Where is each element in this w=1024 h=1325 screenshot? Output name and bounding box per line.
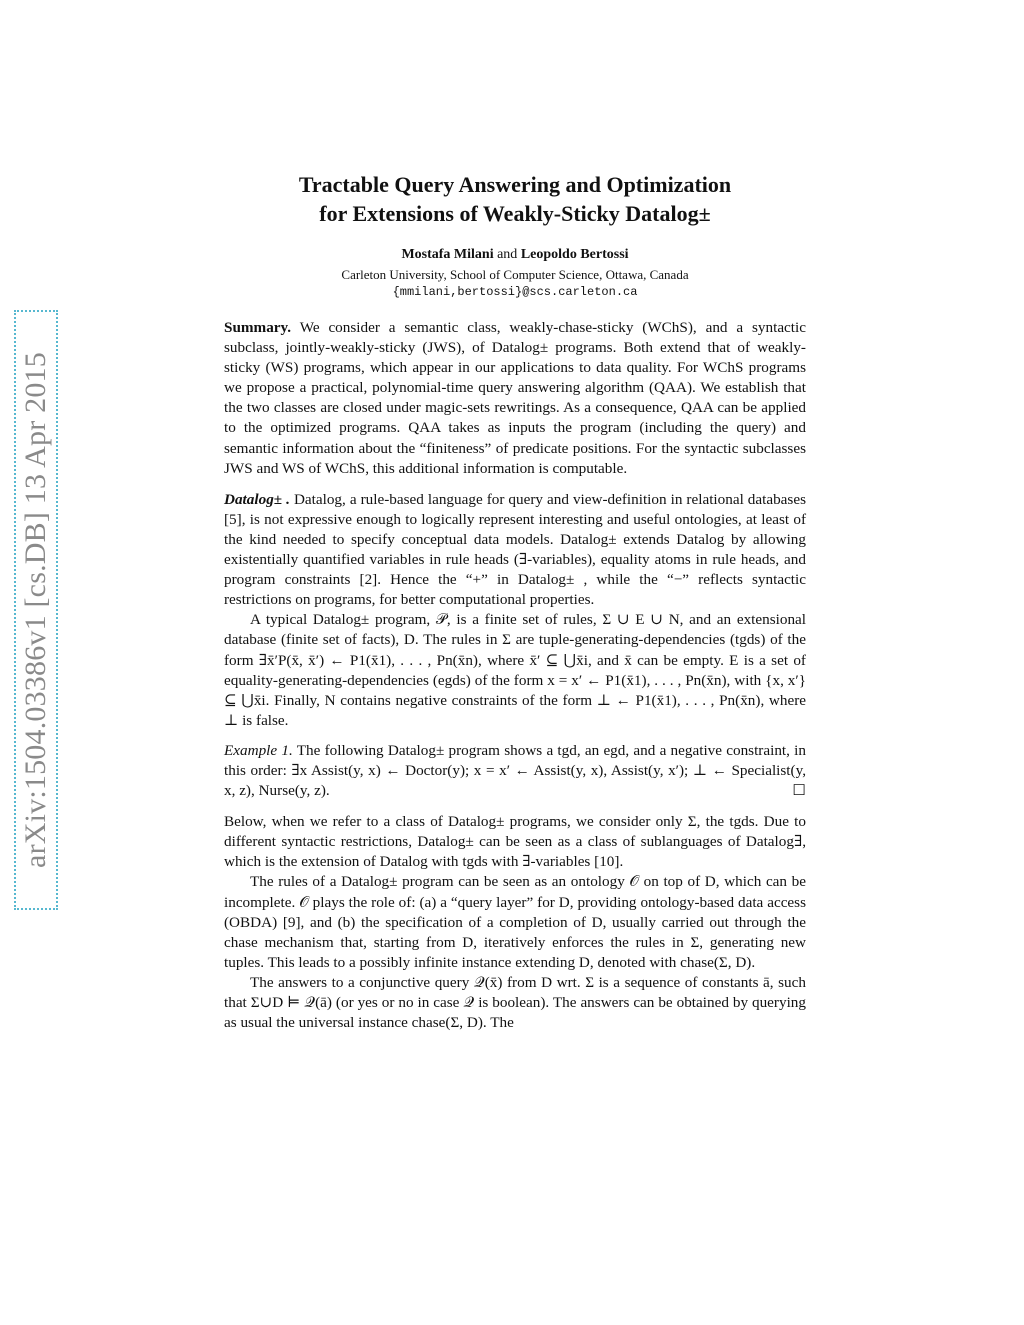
example-paragraph	[224, 741, 806, 801]
author-conjunction: and	[497, 247, 518, 262]
section-paragraph-4: The rules of a Datalog± program can be seen as an ontology 𝒪 on top of D, which can be incomplete. 𝒪 plays the role of: (a) a “query layer” for D, providing ontology-based data access (OBDA) [9], and (b) the specification of a completion of D, usually carried out through the chase mechanism that, starting from D, iteratively enforces the rules in Σ, generating new tuples. This leads to a possibly infinite instance extending D, denoted with chase(Σ, D).	[224, 873, 806, 971]
section-p1-text: Datalog, a rule-based language for query and view-definition in relational databases [5], is not expressive enough to logically represent interesting and useful ontologies, at least of the kind needed to specify conceptual data models. Datalog± extends Datalog by allowing existentially quantified variables in rule heads (∃-variables), equality atoms in rule heads, and program constraints [2]. Hence the “+” in Datalog± , while the “−” reflects syntactic restrictions on programs, for better computational properties.	[224, 490, 806, 609]
author-1: Mostafa Milani	[401, 247, 494, 262]
qed-symbol: ☐	[792, 782, 806, 800]
section-paragraph-3: Below, when we refer to a class of Datalog± programs, we consider only Σ, the tgds. Due to different syntactic restrictions, Datalog± can be seen as a class of sublanguages of Datalog∃, which is the extension of Datalog with tgds with ∃-variables [10].	[224, 813, 806, 871]
summary-heading: Summary.	[224, 319, 292, 336]
arxiv-stamp	[14, 310, 58, 910]
paper-title	[224, 170, 806, 228]
section-paragraph-1	[224, 490, 806, 611]
section-heading: Datalog± .	[224, 490, 290, 508]
title-line-1: Tractable Query Answering and Optimization	[298, 172, 732, 197]
author-2: Leopoldo Bertossi	[520, 247, 629, 262]
example-text: The following Datalog± program shows a tgd, an egd, and a negative constraint, in this order: ∃x Assist(y, x) ← Doctor(y); x = x′ ← Assist(y, x), Assist(y, x′); ⊥ ← Specialist(y, x, z), Nurse(y, z).	[224, 741, 806, 800]
author-list	[224, 247, 806, 263]
summary-paragraph	[224, 318, 806, 479]
paper-body	[224, 318, 806, 1033]
title-line-2: for Extensions of Weakly-Sticky Datalog±	[319, 201, 711, 226]
paper-page	[224, 170, 806, 1033]
section-paragraph-2: A typical Datalog± program, 𝒫, is a finite set of rules, Σ ∪ E ∪ N, and an extensional database (finite set of facts), D. The rules in Σ are tuple-generating-dependencies (tgds) of the form ∃x̄′P(x̄, x̄′) ← P1(x̄1), . . . , Pn(x̄n), where x̄′ ⊆ ⋃x̄i, and x̄ can be empty. E is a set of equality-generating-dependencies (egds) of the form x = x′ ← P1(x̄1), . . . , Pn(x̄n), with {x, x′} ⊆ ⋃x̄i. Finally, N contains negative constraints of the form ⊥ ← P1(x̄1), . . . , Pn(x̄n), where ⊥ is false.	[224, 611, 806, 729]
example-label: Example 1.	[224, 741, 293, 759]
arxiv-stamp-text: arXiv:1504.03386v1 [cs.DB] 13 Apr 2015	[19, 352, 53, 868]
author-email: {mmilani,bertossi}@scs.carleton.ca	[392, 285, 638, 299]
affiliation: Carleton University, School of Computer Science, Ottawa, Canada	[341, 267, 689, 282]
section-paragraph-5: The answers to a conjunctive query 𝒬(x̄) from D wrt. Σ is a sequence of constants ā, such that Σ∪D ⊨ 𝒬(ā) (or yes or no in case 𝒬 is boolean). The answers can be obtained by querying as usual the universal instance chase(Σ, D). The	[224, 973, 806, 1032]
summary-text: We consider a semantic class, weakly-chase-sticky (WChS), and a syntactic subclass, jointly-weakly-sticky (JWS), of Datalog± programs. Both extend that of weakly-sticky (WS) programs, which appear in our applications to data quality. For WChS programs we propose a practical, polynomial-time query answering algorithm (QAA). We establish that the two classes are closed under magic-sets rewritings. As a consequence, QAA can be applied to the optimized programs. QAA takes as inputs the program (including the query) and semantic information about the “finiteness” of predicate positions. For the syntactic subclasses JWS and WS of WChS, this additional information is computable.	[224, 319, 806, 477]
